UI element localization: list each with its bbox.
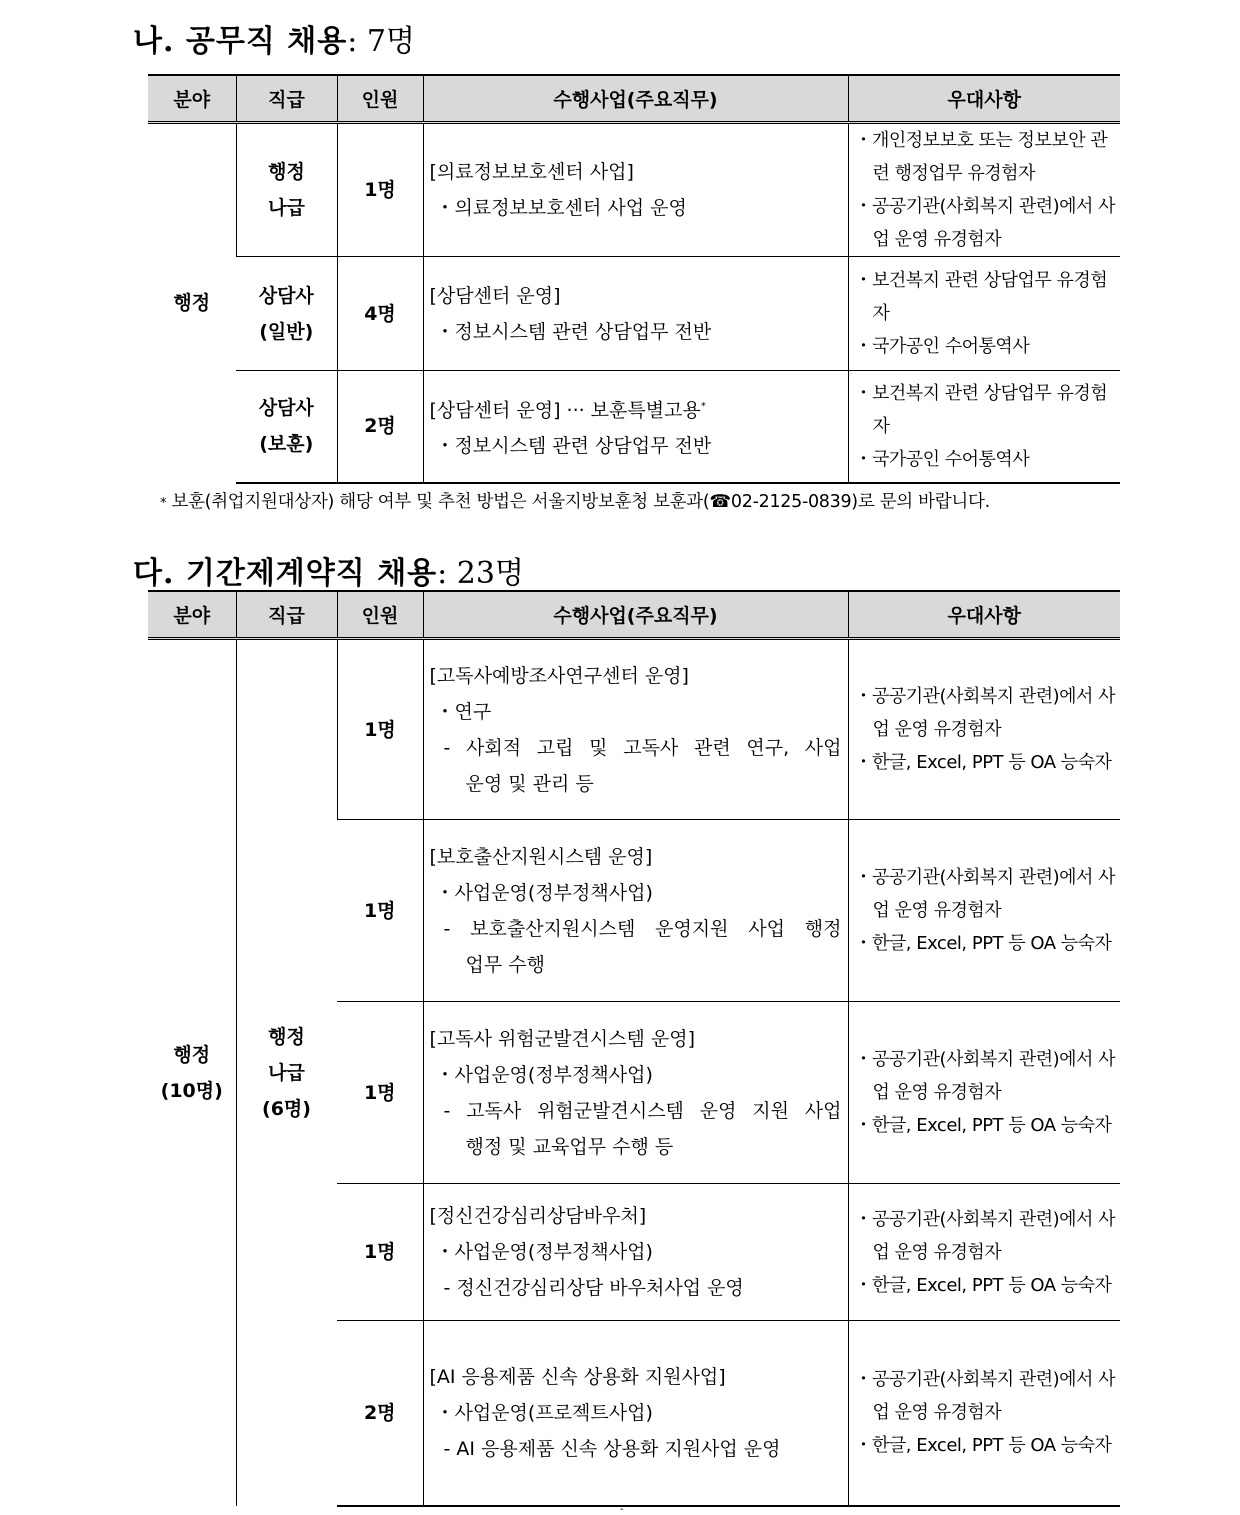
grade-cell: 상담사 (보훈) [236, 371, 337, 483]
preference-cell: ・보건복지 관련 상담업무 유경험자 ・국가공인 수어통역사 [848, 371, 1120, 483]
table-row [148, 123, 1120, 257]
count-cell: 4명 [337, 257, 423, 371]
header-count: 인원 [337, 75, 423, 123]
duty-cell: [상담센터 운영] ··· 보훈특별고용* ・정보시스템 관련 상담업무 전반 [423, 371, 848, 483]
duty-cell: [보호출산지원시스템 운영] ・사업운영(정부정책사업) - 보호출산지원시스템 운영지원 사업 행정 업무 수행 [423, 820, 848, 1002]
table-row [148, 371, 1120, 483]
grade-cell: 행정 나급 [236, 123, 337, 257]
header-preference: 우대사항 [848, 75, 1120, 123]
header-field: 분야 [148, 591, 236, 639]
count-cell: 2명 [337, 371, 423, 483]
preference-cell: ・개인정보보호 또는 정보보안 관련 행정업무 유경험자 ・공공기관(사회복지 관련)에서 사업 운영 유경험자 [848, 123, 1120, 257]
duty-cell: [고독사 위험군발견시스템 운영] ・사업운영(정부정책사업) - 고독사 위험군발견시스템 운영 지원 사업 행정 및 교육업무 수행 등 [423, 1002, 848, 1184]
header-grade: 직급 [236, 591, 337, 639]
preference-cell: ・공공기관(사회복지 관련)에서 사업 운영 유경험자 ・한글, Excel, PPT 등 OA 능숙자 [848, 1002, 1120, 1184]
header-field: 분야 [148, 75, 236, 123]
civil-service-table [148, 74, 1120, 484]
table-row [148, 639, 1120, 820]
footnote: * 보훈(취업지원대상자) 해당 여부 및 추천 방법은 서울지방보훈청 보훈과(☎02-2125-0839)로 문의 바랍니다. [160, 492, 990, 512]
preference-cell: ・공공기관(사회복지 관련)에서 사업 운영 유경험자 ・한글, Excel, PPT 등 OA 능숙자 [848, 1184, 1120, 1321]
count-cell: 2명 [337, 1321, 423, 1506]
count-cell: 1명 [337, 639, 423, 820]
preference-cell: ・공공기관(사회복지 관련)에서 사업 운영 유경험자 ・한글, Excel, PPT 등 OA 능숙자 [848, 820, 1120, 1002]
preference-cell: ・보건복지 관련 상담업무 유경험자 ・국가공인 수어통역사 [848, 257, 1120, 371]
count-cell: 1명 [337, 1184, 423, 1321]
grade-cell: 행정 나급 (6명) [236, 639, 337, 1506]
table-header-row [148, 75, 1120, 123]
field-cell: 행정 (10명) [148, 639, 236, 1506]
duty-cell: [의료정보보호센터 사업] ・의료정보보호센터 사업 운영 [423, 123, 848, 257]
section-heading-da: 다. 기간제계약직 채용: 23명 [133, 556, 524, 591]
page-number: - [620, 1504, 624, 1515]
table-header-row [148, 591, 1120, 639]
preference-cell: ・공공기관(사회복지 관련)에서 사업 운영 유경험자 ・한글, Excel, PPT 등 OA 능숙자 [848, 639, 1120, 820]
contract-table [148, 590, 1120, 1507]
header-duty: 수행사업(주요직무) [423, 591, 848, 639]
header-duty: 수행사업(주요직무) [423, 75, 848, 123]
duty-cell: [정신건강심리상담바우처] ・사업운영(정부정책사업) - 정신건강심리상담 바우처사업 운영 [423, 1184, 848, 1321]
header-preference: 우대사항 [848, 591, 1120, 639]
header-count: 인원 [337, 591, 423, 639]
duty-cell: [고독사예방조사연구센터 운영] ・연구 - 사회적 고립 및 고독사 관련 연구, 사업 운영 및 관리 등 [423, 639, 848, 820]
section-heading-na: 나. 공무직 채용: 7명 [133, 24, 415, 59]
preference-cell: ・공공기관(사회복지 관련)에서 사업 운영 유경험자 ・한글, Excel, PPT 등 OA 능숙자 [848, 1321, 1120, 1506]
field-cell: 행정 [148, 123, 236, 483]
count-cell: 1명 [337, 820, 423, 1002]
duty-cell: [AI 응용제품 신속 상용화 지원사업] ・사업운영(프로젝트사업) - AI 응용제품 신속 상용화 지원사업 운영 [423, 1321, 848, 1506]
count-cell: 1명 [337, 123, 423, 257]
grade-cell: 상담사 (일반) [236, 257, 337, 371]
table-row [148, 257, 1120, 371]
header-grade: 직급 [236, 75, 337, 123]
duty-cell: [상담센터 운영] ・정보시스템 관련 상담업무 전반 [423, 257, 848, 371]
count-cell: 1명 [337, 1002, 423, 1184]
